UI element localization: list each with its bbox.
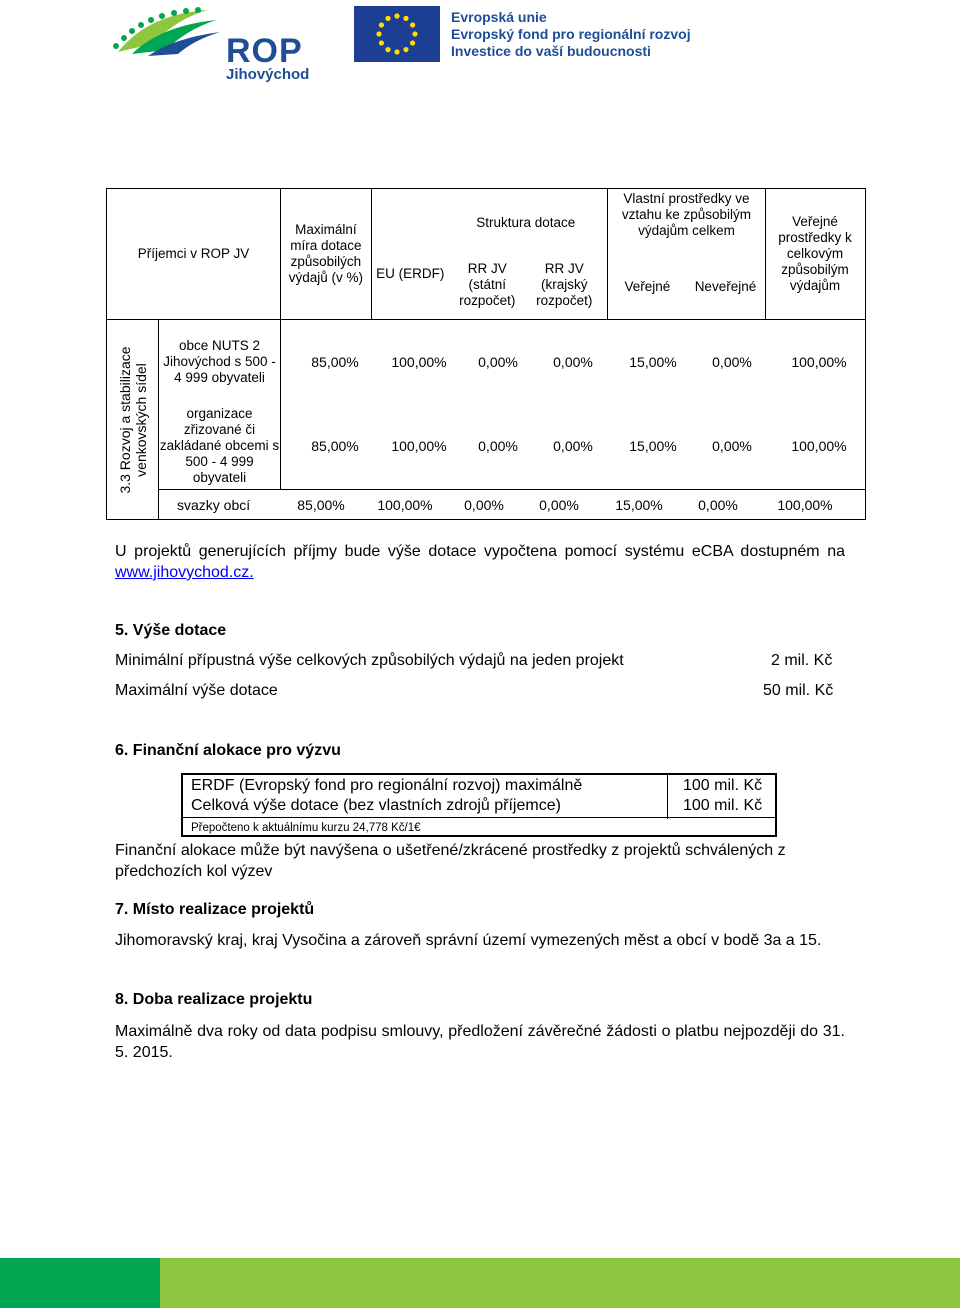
row-name-3: svazky obcí: [177, 496, 251, 513]
header-structure-title: Struktura dotace: [476, 215, 576, 230]
max-subsidy-label: Maximální výše dotace: [115, 682, 278, 699]
footer-band-right: [160, 1258, 960, 1308]
max-subsidy-value: 50 mil. Kč: [763, 682, 834, 699]
header-structure: [371, 189, 608, 320]
header-eu: EU (ERDF): [376, 266, 445, 281]
rop-logo-subtitle: Jihovýchod: [226, 66, 310, 83]
category-cell: [107, 320, 159, 520]
eu-flag-icon: [354, 6, 440, 62]
table-row: 85,00% 100,00% 0,00% 0,00% 15,00% 0,00% 100,00%: [311, 438, 847, 455]
rop-logo-title: ROP: [226, 32, 303, 70]
total-subsidy-value: 100 mil. Kč: [683, 797, 763, 814]
header-recipients: Příjemci v ROP JV: [107, 189, 281, 320]
table-row: svazky obcí 85,00% 100,00% 0,00% 0,00% 15,00% 0,00% 100,00%: [159, 490, 866, 520]
category-label: 3.3 Rozvoj a stabilizace venkovských sídel: [116, 345, 149, 494]
row-name-1: obce NUTS 2 Jihovýchod s 500 - 4 999 obyvateli: [159, 320, 281, 404]
section-7-heading: 7. Místo realizace projektů: [115, 901, 315, 918]
allocation-box: [181, 773, 777, 837]
footer-band-left: [0, 1258, 160, 1308]
ecba-note: U projektů generujících příjmy bude výše dotace vypočtena pomocí systému eCBA dostupném na www.jihovychod.cz.: [115, 543, 845, 581]
min-eligible-label: Minimální přípustná výše celkových způsobilých výdajů na jeden projekt: [115, 652, 624, 669]
eu-line-union: Evropská unie: [451, 9, 547, 25]
table-row: 85,00% 100,00% 0,00% 0,00% 15,00% 0,00% 100,00%: [311, 353, 847, 370]
section-6-heading: 6. Finanční alokace pro výzvu: [115, 742, 341, 759]
allocation-paragraph: Finanční alokace může být navýšena o ušetřené/zkrácené prostředky z projektů schválených z předchozích kol výzev: [115, 842, 786, 880]
section-8-heading: 8. Doba realizace projektu: [115, 991, 313, 1008]
header-public-total: Veřejné prostředky k celkovým způsobilým výdajům: [765, 189, 865, 320]
header-rr-state: RR JV (státní rozpočet): [459, 261, 516, 308]
erdf-value: 100 mil. Kč: [683, 777, 763, 794]
min-eligible-value: 2 mil. Kč: [771, 652, 833, 669]
location-paragraph: Jihomoravský kraj, kraj Vysočina a zároveň správní území vymezených měst a obcí v bodě 3a a 15.: [115, 932, 822, 949]
header-own-resources: [608, 189, 765, 320]
jihovychod-link[interactable]: www.jihovychod.cz.: [115, 564, 254, 581]
header-public: Veřejné: [624, 279, 671, 294]
header-max-rate: Maximální míra dotace způsobilých výdajů (v %): [281, 189, 372, 320]
header-own-title: Vlastní prostředky ve vztahu ke způsobilým výdajům celkem: [621, 191, 751, 238]
section-5-heading: 5. Výše dotace: [115, 622, 227, 639]
erdf-label: ERDF (Evropský fond pro regionální rozvoj) maximálně: [191, 777, 583, 794]
eu-line-fund: Evropský fond pro regionální rozvoj: [451, 26, 691, 42]
duration-paragraph: Maximálně dva roky od data podpisu smlouvy, předložení závěrečné žádosti o platbu nejpozději do 31. 5. 2015.: [115, 1023, 845, 1061]
total-subsidy-label: Celková výše dotace (bez vlastních zdrojů příjemce): [191, 797, 561, 814]
row-name-2: organizace zřizované či zakládané obcemi s 500 - 4 999 obyvateli: [159, 404, 281, 490]
exchange-rate-note: Přepočteno k aktuálnímu kurzu 24,778 Kč/1€: [191, 822, 421, 834]
eu-line-investment: Investice do vaší budoucnosti: [451, 43, 651, 59]
subsidy-table: [106, 188, 866, 520]
header-nonpublic: Neveřejné: [694, 279, 757, 294]
header-rr-region: RR JV (krajský rozpočet): [536, 261, 593, 308]
